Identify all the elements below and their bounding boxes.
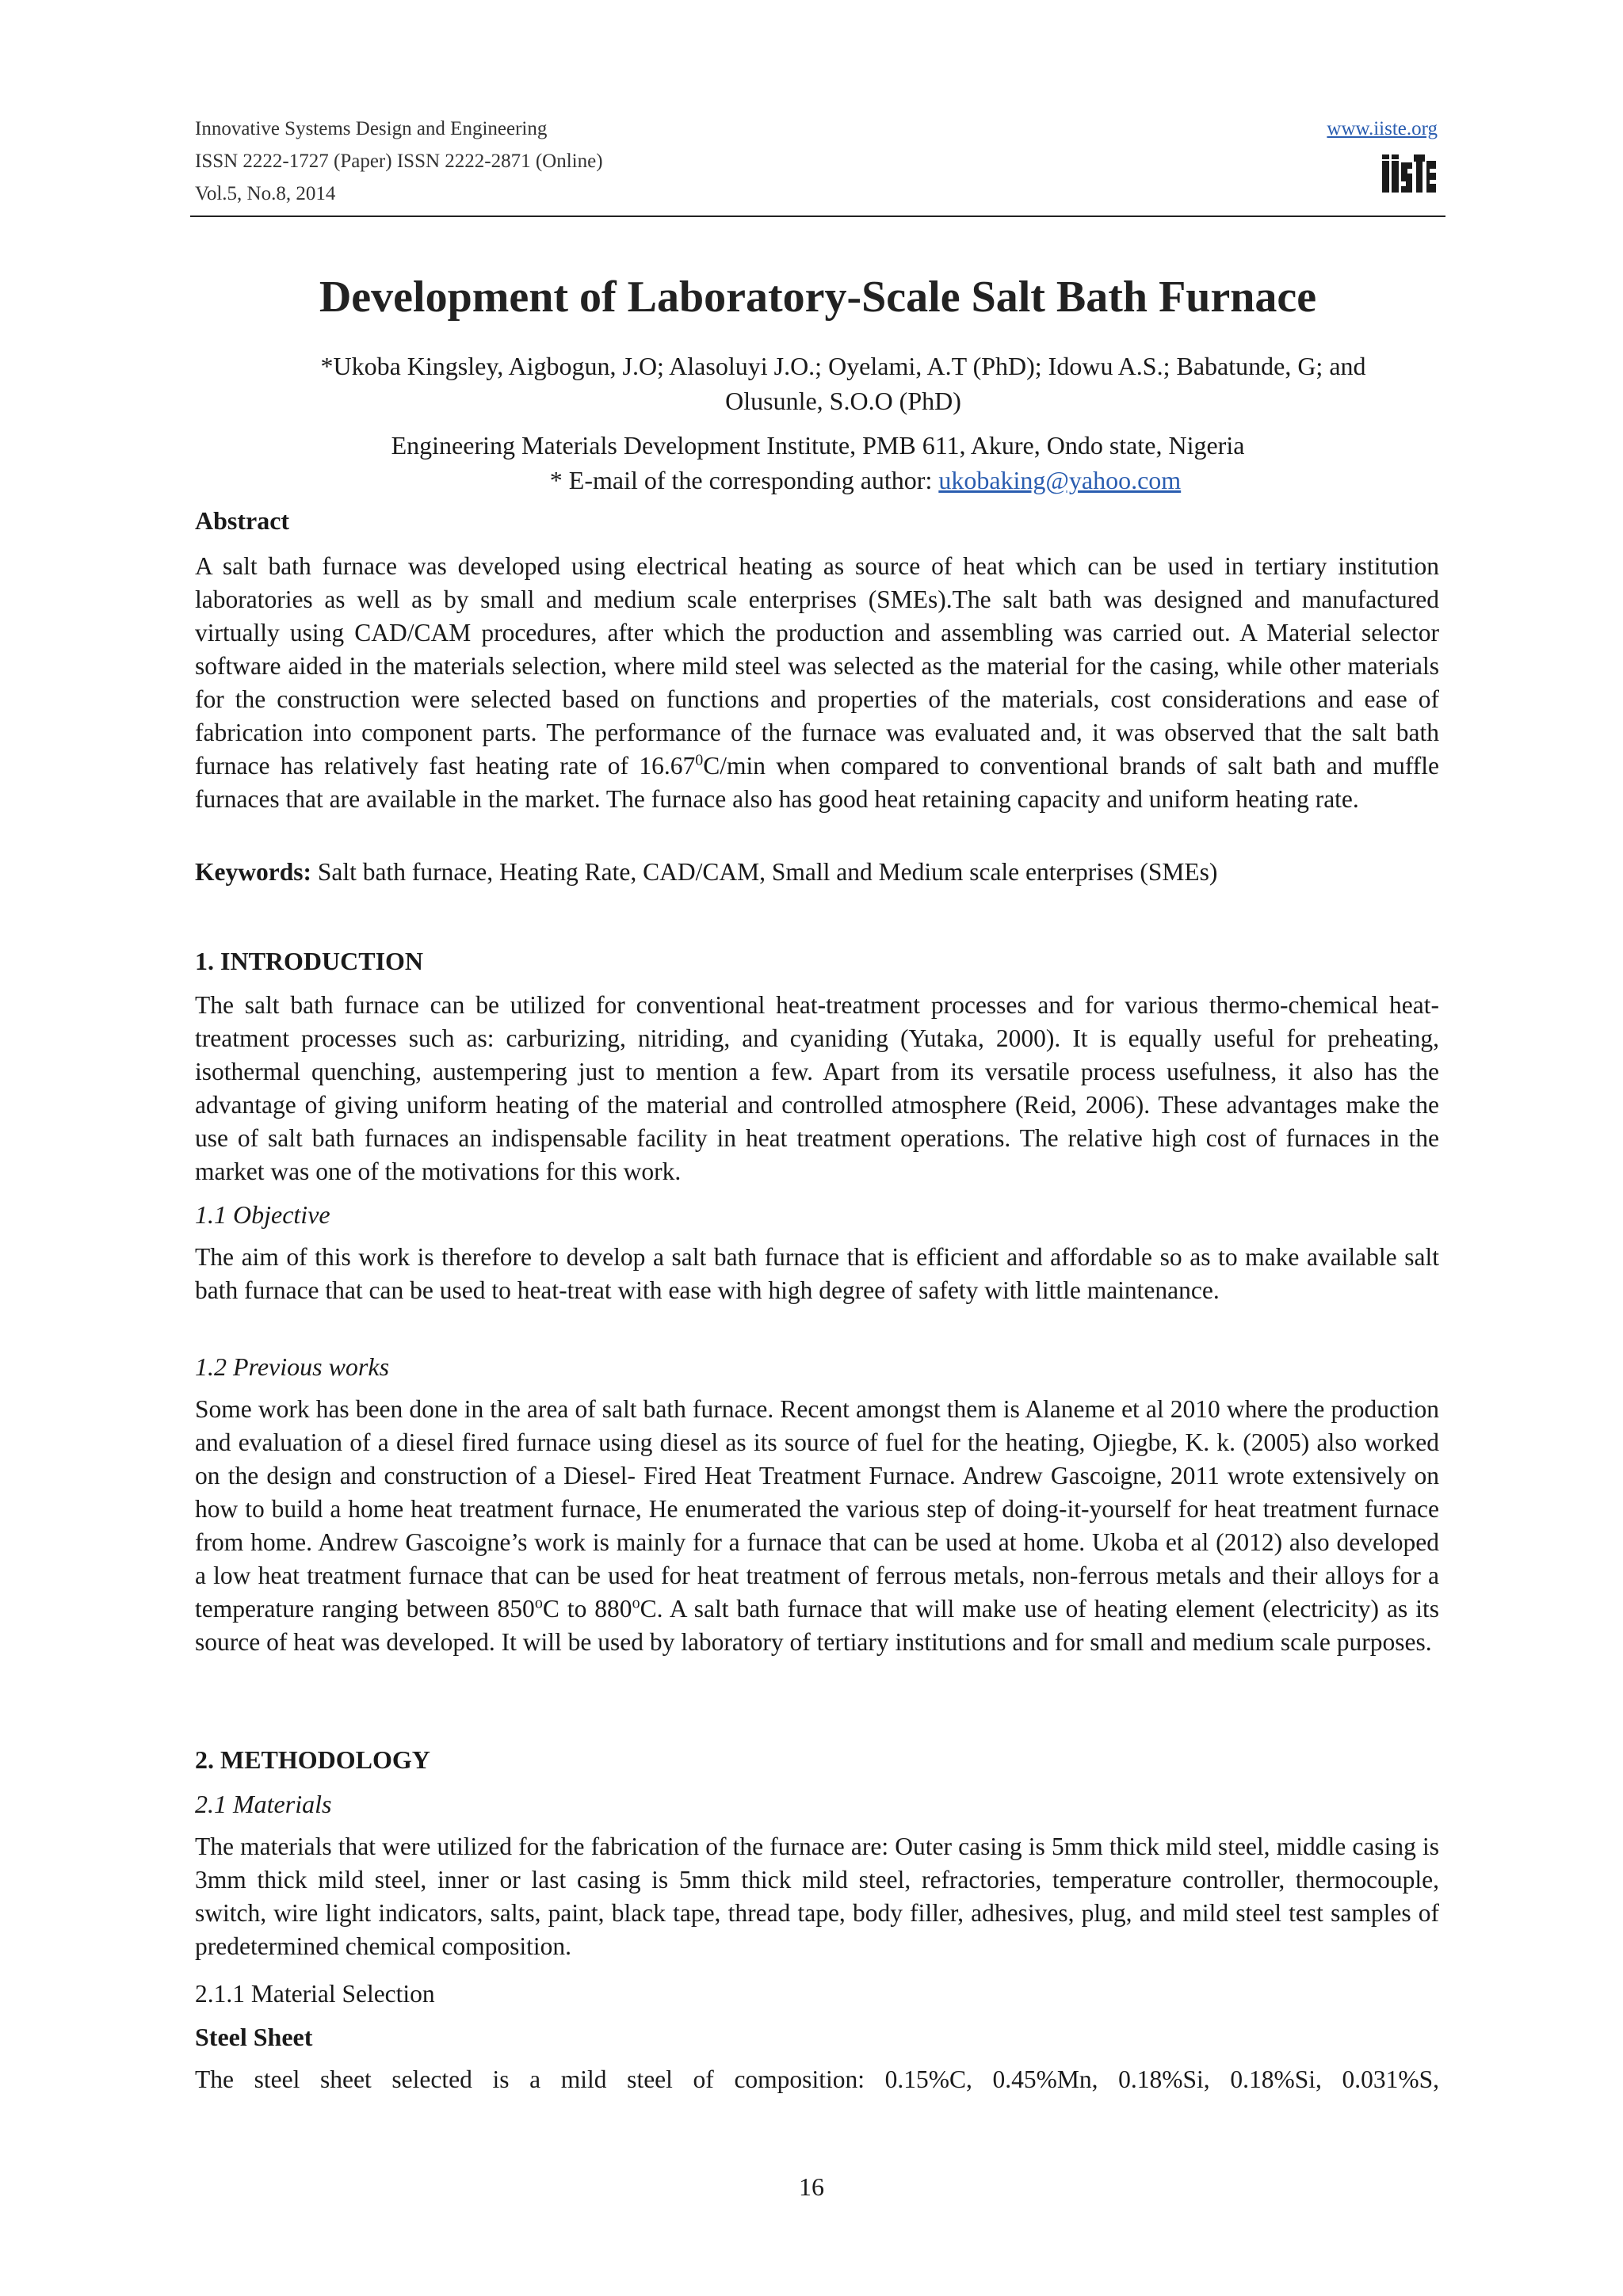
abstract-sup: 0 <box>695 751 704 769</box>
steel-body <box>195 2063 1439 2096</box>
materials-heading: 2.1 Materials <box>195 1790 332 1818</box>
previous-text-b: C to 880 <box>542 1595 632 1623</box>
previous-sup-1: o <box>534 1594 543 1612</box>
previous-heading-block <box>195 1350 1439 1383</box>
materials-text: The materials that were utilized for the fabrication of the furnace are: Outer casing is 5mm thick mild steel, middle casing is 3mm thick mild steel, inner or last casing is 5mm thick mild steel, refractories, temperature controller, thermocouple, switch, wire light indicators, salts, paint, black tape, thread tape, body filler, adhesives, plug, and mild steel test samples of predetermined chemical composition. <box>195 1833 1439 1960</box>
abstract-heading: Abstract <box>195 506 290 535</box>
intro-text: The salt bath furnace can be utilized for conventional heat-treatment processes and for various thermo-chemical heat-treatment processes such as: carburizing, nitriding, and cyaniding (Yutaka, 2000). It is equally useful for preheating, isothermal quenching, austempering just to mention a few. Apart from its versatile process usefulness, it also has the advantage of giving uniform heating of the material and controlled atmosphere (Reid, 2006). These advantages make the use of salt bath furnaces an indispensable facility in heat treatment operations. The relative high cost of furnaces in the market was one of the motivations for this work. <box>195 991 1439 1185</box>
selection-heading: 2.1.1 Material Selection <box>195 1980 435 2008</box>
journal-name: Innovative Systems Design and Engineering <box>195 118 548 139</box>
keywords-text: Salt bath furnace, Heating Rate, CAD/CAM, Small and Medium scale enterprises (SMEs) <box>311 858 1218 886</box>
abstract-text-b: C/min when compared to conventional brands of salt bath and muffle furnaces that are available in the market. The furnace also has good heat retaining capacity and uniform heating rate. <box>195 752 1440 813</box>
intro-heading-block <box>195 944 1439 978</box>
authors-line-1: *Ukoba Kingsley, Aigbogun, J.O; Alasoluyi J.O.; Oyelami, A.T (PhD); Idowu A.S.; Babatunde, G; and <box>320 352 1366 380</box>
journal-volume: Vol.5, No.8, 2014 <box>195 183 336 204</box>
previous-sup-2: o <box>632 1594 640 1612</box>
previous-text-a: Some work has been done in the area of salt bath furnace. Recent amongst them is Alaneme et al 2010 where the production and evaluation of a diesel fired furnace using diesel as its source of fuel for the heating, Ojiegbe, K. k. (2005) also worked on the design and construction of a Diesel- Fired Heat Treatment Furnace. Andrew Gascoigne, 2011 wrote extensively on how to build a home heat treatment furnace, He enumerated the various step of doing-it-yourself for heat treatment furnace from home. Andrew Gascoigne’s work is mainly for a furnace that can be used at home. Ukoba et al (2012) also developed a low heat treatment furnace that can be used for heat treatment of ferrous metals, non-ferrous metals and their alloys for a temperature ranging between 850 <box>195 1395 1439 1623</box>
objective-body <box>195 1241 1439 1307</box>
objective-heading: 1.1 Objective <box>195 1200 330 1229</box>
author-list <box>238 349 1449 418</box>
abstract-heading-block <box>195 504 1439 537</box>
previous-heading: 1.2 Previous works <box>195 1352 390 1381</box>
methodology-heading-block <box>195 1743 1439 1776</box>
intro-body <box>195 989 1439 1188</box>
objective-heading-block <box>195 1198 1439 1231</box>
materials-heading-block <box>195 1787 1439 1821</box>
journal-header-right <box>1327 113 1438 198</box>
previous-body <box>195 1393 1439 1659</box>
journal-header <box>195 113 603 210</box>
steel-heading-block <box>195 2020 1439 2054</box>
page-number: 16 <box>799 2172 824 2201</box>
selection-heading-block <box>195 1978 1439 2011</box>
email-label: * E-mail of the corresponding author: <box>549 466 933 494</box>
affiliation: Engineering Materials Development Institute, PMB 611, Akure, Ondo state, Nigeria <box>391 431 1245 460</box>
iiste-logo-icon <box>1379 151 1438 194</box>
journal-issn: ISSN 2222-1727 (Paper) ISSN 2222-2871 (Online) <box>195 151 603 172</box>
objective-text: The aim of this work is therefore to develop a salt bath furnace that is efficient and affordable so as to make available salt bath furnace that can be used to heat-treat with ease with high degree of safety with little maintenance. <box>195 1243 1439 1304</box>
abstract-body <box>195 550 1439 816</box>
authors-line-2: Olusunle, S.O.O (PhD) <box>725 387 961 415</box>
paper-title: Development of Laboratory-Scale Salt Bath Furnace <box>319 273 1317 322</box>
corresponding-email-line <box>190 463 1445 498</box>
steel-text: The steel sheet selected is a mild steel of composition: 0.15%C, 0.45%Mn, 0.18%Si, 0.18%Si, 0.031%S, <box>195 2065 1439 2093</box>
keywords <box>195 856 1439 889</box>
previous-text-c: C. A salt bath furnace that will make use of heating element (electricity) as its source of heat was developed. It will be used by laboratory of tertiary institutions and for small and medium scale purposes. <box>195 1595 1440 1656</box>
abstract-text-a: A salt bath furnace was developed using electrical heating as source of heat which can be used in tertiary institution laboratories as well as by small and medium scale enterprises (SMEs).The salt bath was designed and manufactured virtually using CAD/CAM procedures, after which the production and assembling was carried out. A Material selector software aided in the materials selection, where mild steel was selected as the material for the casing, while other materials for the construction were selected based on functions and properties of the materials, cost considerations and ease of fabrication into component parts. The performance of the furnace was evaluated and, it was observed that the salt bath furnace has relatively fast heating rate of 16.67 <box>195 552 1439 780</box>
header-divider <box>190 215 1445 217</box>
journal-website-link[interactable]: www.iiste.org <box>1327 118 1438 139</box>
affiliation-block <box>190 428 1445 498</box>
keywords-label: Keywords: <box>195 858 311 886</box>
methodology-heading: 2. METHODOLOGY <box>195 1745 430 1774</box>
steel-heading: Steel Sheet <box>195 2023 313 2051</box>
materials-body <box>195 1830 1439 1963</box>
corresponding-email-link[interactable]: ukobaking@yahoo.com <box>938 466 1182 494</box>
intro-heading: 1. INTRODUCTION <box>195 947 424 975</box>
